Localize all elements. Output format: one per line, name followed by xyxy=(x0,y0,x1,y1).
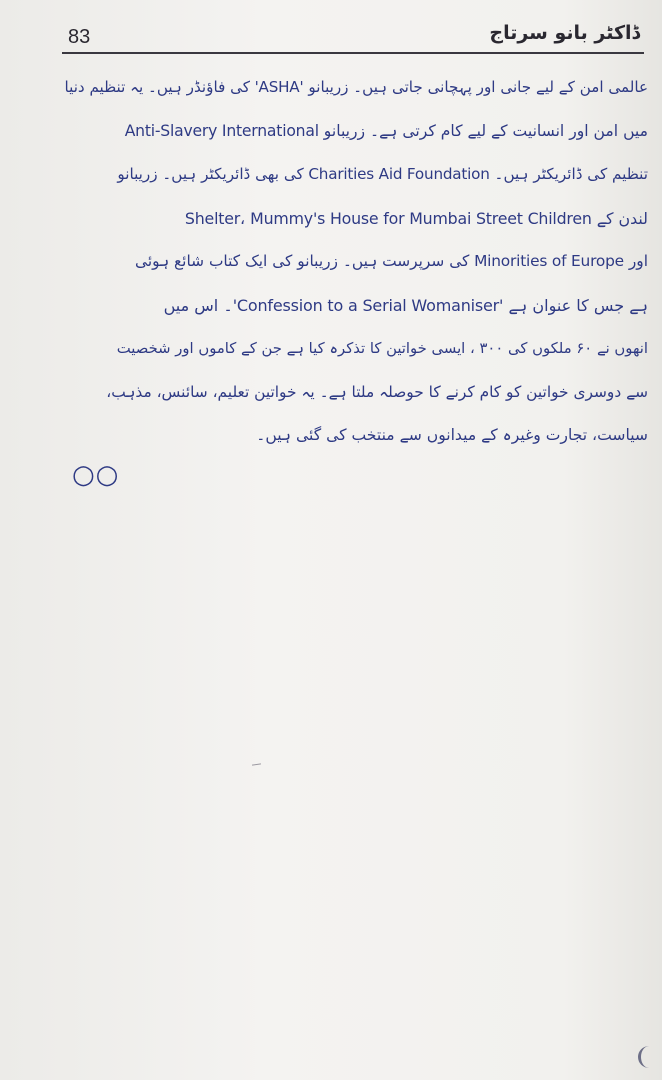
text-line: سے دوسری خواتین کو کام کرنے کا حوصلہ ملتا ہے۔ یہ خواتین تعلیم، سائنس، مذہب، xyxy=(106,382,648,401)
page-header xyxy=(62,22,644,52)
corner-ink-mark xyxy=(638,1046,657,1068)
body-paragraph xyxy=(62,66,648,458)
text-line: لندن کے Shelter، Mummy's House for Mumbai Street Children xyxy=(184,208,648,228)
stray-ink-mark xyxy=(252,763,261,765)
text-line: عالمی امن کے لیے جانی اور پہچانی جاتی ہیں۔ زریبانو 'ASHA' کی فاؤنڈر ہیں۔ یہ تنظیم دنیا xyxy=(64,78,648,96)
text-line: انھوں نے ۶۰ ملکوں کی ۳۰۰ ، ایسی خواتین کا تذکرہ کیا ہے جن کے کاموں اور شخصیت xyxy=(116,340,648,357)
running-title: ڈاکٹر بانو سرتاج xyxy=(489,22,640,44)
text-line: اور Minorities of Europe کی سرپرست ہیں۔ زریبانو کی ایک کتاب شائع ہوئی xyxy=(135,252,648,270)
section-end-mark: ○○ xyxy=(72,460,120,490)
text-line: میں امن اور انسانیت کے لیے کام کرتی ہے۔ زریبانو Anti-Slavery International xyxy=(124,121,648,140)
header-rule xyxy=(62,52,644,54)
page-number: 83 xyxy=(68,26,91,48)
text-line: ہے جس کا عنوان ہے 'Confession to a Serial Womaniser'۔ اس میں xyxy=(163,295,648,315)
text-line: تنظیم کی ڈائریکٹر ہیں۔ Charities Aid Foundation کی بھی ڈائریکٹر ہیں۔ زریبانو xyxy=(117,165,648,183)
text-line: سیاست، تجارت وغیرہ کے میدانوں سے منتخب کی گئی ہیں۔ xyxy=(256,426,648,444)
